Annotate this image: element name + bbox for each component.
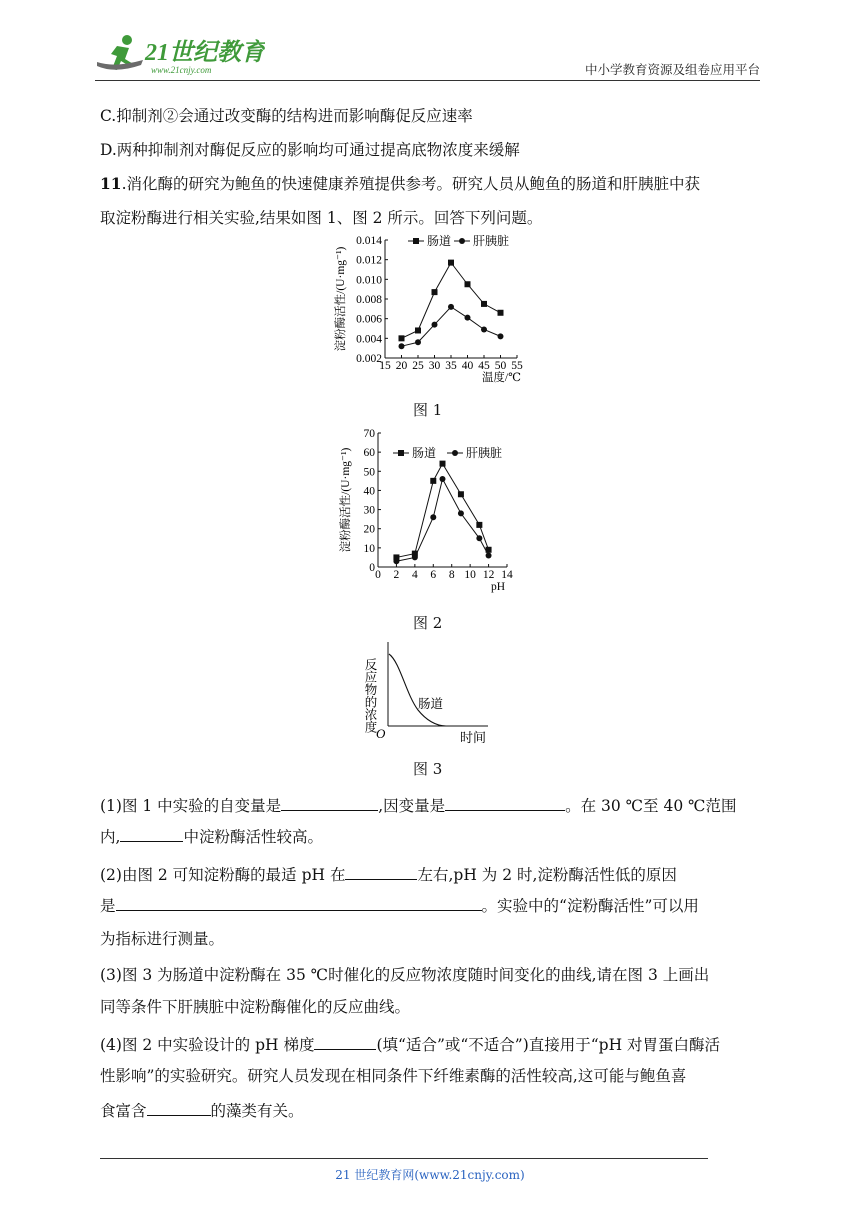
fig1-series-2-point bbox=[481, 326, 487, 332]
subq4-text-e: 的藻类有关。 bbox=[210, 1102, 304, 1120]
fig2-series-1-point bbox=[476, 522, 482, 528]
fig2-y-tick-label: 10 bbox=[363, 542, 375, 555]
fig2-legend-label: 肝胰脏 bbox=[466, 446, 503, 460]
fig2-series-2-line bbox=[396, 479, 488, 561]
fig2-x-tick-label: 4 bbox=[411, 569, 418, 581]
fig2-series-2-point bbox=[486, 553, 492, 559]
question-stem-line2: 取淀粉酶进行相关实验,结果如图 1、图 2 所示。回答下列问题。 bbox=[100, 209, 543, 227]
fig2-legend-marker bbox=[398, 450, 404, 456]
option-c: C.抑制剂②会通过改变酶的结构进而影响酶促反应速率 bbox=[100, 107, 473, 125]
subq2-text-c: 是 bbox=[100, 897, 116, 915]
fig1-series-1-point bbox=[465, 281, 471, 287]
fig2-legend-label: 肠道 bbox=[412, 446, 437, 460]
subq2-line2 bbox=[100, 895, 699, 916]
fig1-x-tick-label: 25 bbox=[412, 360, 424, 372]
fig1-series-1-point bbox=[498, 310, 504, 316]
fig2-series-2-point bbox=[458, 510, 464, 516]
fig3-ylabel: 反应物的浓度 bbox=[363, 658, 377, 733]
subq4-text-d: 食富含 bbox=[100, 1102, 147, 1120]
fig2-series-2-point bbox=[412, 554, 418, 560]
fig1-series-2-point bbox=[432, 322, 438, 328]
fig1-y-axis-label: 淀粉酶活性/(U·mg⁻¹) bbox=[335, 246, 347, 352]
fig2-x-tick-label: 2 bbox=[393, 569, 400, 581]
fig3-origin: O bbox=[376, 726, 386, 741]
figure-3-caption: 图 3 bbox=[413, 760, 443, 778]
answer-blank-2a[interactable] bbox=[345, 864, 417, 880]
footer-divider bbox=[100, 1158, 708, 1159]
option-d: D.两种抑制剂对酶促反应的影响均可通过提高底物浓度来缓解 bbox=[100, 141, 520, 159]
fig2-series-2-point bbox=[440, 476, 446, 482]
fig1-series-1-point bbox=[448, 260, 454, 266]
logo-url: www.21cnjy.com bbox=[151, 65, 212, 75]
fig1-y-tick-label: 0.006 bbox=[356, 313, 382, 326]
runner-icon bbox=[97, 35, 143, 70]
fig1-x-tick-label: 40 bbox=[461, 360, 474, 372]
fig2-x-tick-label: 6 bbox=[430, 569, 437, 581]
fig2-y-tick-label: 20 bbox=[363, 523, 375, 536]
fig1-x-tick-label: 15 bbox=[379, 360, 391, 372]
fig1-x-tick-label: 45 bbox=[478, 360, 490, 372]
subq2-line1 bbox=[100, 864, 677, 885]
fig1-series-2-point bbox=[399, 343, 405, 349]
fig1-y-tick-label: 0.002 bbox=[356, 353, 382, 365]
fig1-series-1-point bbox=[432, 289, 438, 295]
fig2-y-tick-label: 50 bbox=[363, 466, 375, 479]
fig1-series-1-point bbox=[415, 327, 421, 333]
fig2-x-tick-label: 0 bbox=[375, 569, 381, 581]
subq4-text-b: (填“适合”或“不适合”)直接用于“pH 对胃蛋白酶活 bbox=[376, 1036, 721, 1054]
subq1-line2 bbox=[100, 826, 323, 847]
answer-blank-1b[interactable] bbox=[445, 795, 565, 811]
fig2-x-tick-label: 12 bbox=[482, 569, 495, 581]
fig2-y-tick-label: 0 bbox=[369, 562, 375, 574]
fig1-x-tick-label: 30 bbox=[428, 360, 441, 372]
logo-21cnjy[interactable] bbox=[95, 32, 265, 76]
subq4-line1 bbox=[100, 1034, 720, 1055]
answer-blank-1c[interactable] bbox=[120, 826, 183, 842]
fig1-series-1-point bbox=[399, 335, 405, 341]
header-platform-text: 中小学教育资源及组卷应用平台 bbox=[584, 62, 760, 77]
question-number: 11 bbox=[100, 174, 122, 193]
fig1-y-tick-label: 0.010 bbox=[356, 274, 382, 287]
fig2-x-tick-label: 10 bbox=[464, 569, 476, 581]
subq4-line3 bbox=[100, 1100, 304, 1121]
fig1-legend-marker bbox=[459, 238, 465, 244]
figure-2-chart bbox=[335, 425, 525, 600]
fig2-y-tick-label: 30 bbox=[363, 504, 375, 517]
fig2-y-tick-label: 60 bbox=[363, 447, 375, 460]
subq3-line1: (3)图 3 为肠道中淀粉酶在 35 ℃时催化的反应物浓度随时间变化的曲线,请在图 3 上画出 bbox=[100, 966, 710, 984]
header-divider bbox=[95, 80, 760, 81]
subq4-text-a: (4)图 2 中实验设计的 pH 梯度 bbox=[100, 1036, 315, 1054]
fig1-legend-label: 肠道 bbox=[427, 234, 452, 248]
fig2-x-axis-label: pH bbox=[490, 581, 505, 593]
fig1-y-tick-label: 0.004 bbox=[356, 333, 382, 346]
fig2-y-axis-label: 淀粉酶活性/(U·mg⁻¹) bbox=[340, 447, 352, 553]
subq1-text-a: (1)图 1 中实验的自变量是 bbox=[100, 797, 282, 815]
footer-link[interactable]: 21 世纪教育网(www.21cnjy.com) bbox=[335, 1168, 525, 1182]
subq1-text-b: ,因变量是 bbox=[378, 797, 446, 815]
subq3-line2: 同等条件下肝胰脏中淀粉酶催化的反应曲线。 bbox=[100, 998, 411, 1016]
subq2-line3: 为指标进行测量。 bbox=[100, 930, 225, 948]
fig2-series-2-point bbox=[430, 514, 436, 520]
fig1-series-1-point bbox=[481, 301, 487, 307]
question-stem-line1 bbox=[100, 174, 700, 194]
logo-text: 21世纪教育 bbox=[145, 40, 265, 66]
fig3-xlabel: 时间 bbox=[460, 730, 487, 745]
fig2-y-tick-label: 40 bbox=[363, 485, 375, 498]
fig2-series-1-point bbox=[440, 461, 446, 467]
fig1-x-tick-label: 20 bbox=[395, 360, 408, 372]
fig2-series-2-point bbox=[393, 558, 399, 564]
fig1-x-axis-label: 温度/℃ bbox=[481, 372, 521, 384]
fig2-y-tick-label: 70 bbox=[363, 428, 375, 440]
subq2-text-a: (2)由图 2 可知淀粉酶的最适 pH 在 bbox=[100, 866, 346, 884]
fig2-series-1-point bbox=[430, 478, 436, 484]
fig1-series-2-point bbox=[448, 304, 454, 310]
subq2-text-b: 左右,pH 为 2 时,淀粉酶活性低的原因 bbox=[417, 866, 677, 884]
subq1-text-d: 内, bbox=[100, 828, 121, 846]
fig3-curve-label: 肠道 bbox=[418, 697, 444, 711]
fig1-series-2-point bbox=[415, 339, 421, 345]
fig2-series-2-point bbox=[476, 535, 482, 541]
subq1-line1 bbox=[100, 795, 736, 816]
figure-2-caption: 图 2 bbox=[413, 614, 443, 632]
subq4-line2: 性影响”的实验研究。研究人员发现在相同条件下纤维素酶的活性较高,这可能与鲍鱼喜 bbox=[100, 1067, 687, 1085]
answer-blank-1a[interactable] bbox=[281, 795, 378, 811]
answer-blank-4b[interactable] bbox=[147, 1100, 211, 1116]
question-stem-text1: .消化酶的研究为鲍鱼的快速健康养殖提供参考。研究人员从鲍鱼的肠道和肝胰脏中获 bbox=[121, 175, 701, 193]
fig1-y-tick-label: 0.012 bbox=[356, 254, 382, 267]
figure-1-chart bbox=[330, 232, 530, 392]
answer-blank-2b[interactable] bbox=[116, 895, 482, 911]
subq1-text-e: 中淀粉酶活性较高。 bbox=[183, 828, 323, 846]
answer-blank-4a[interactable] bbox=[314, 1034, 376, 1050]
fig2-series-1-point bbox=[458, 491, 464, 497]
fig1-series-2-point bbox=[465, 315, 471, 321]
fig1-x-tick-label: 35 bbox=[445, 360, 457, 372]
subq2-text-d: 。实验中的“淀粉酶活性”可以用 bbox=[481, 897, 699, 915]
fig1-x-tick-label: 50 bbox=[494, 360, 507, 372]
fig1-x-tick-label: 55 bbox=[511, 360, 523, 372]
figure-1-caption: 图 1 bbox=[413, 401, 443, 419]
fig2-x-tick-label: 14 bbox=[501, 569, 513, 581]
fig1-legend-label: 肝胰脏 bbox=[473, 234, 510, 248]
page-header bbox=[95, 32, 760, 82]
figure-3-diagram bbox=[362, 638, 502, 748]
fig3-intestine-curve bbox=[389, 654, 446, 726]
fig1-y-tick-label: 0.014 bbox=[356, 235, 382, 247]
fig2-legend-marker bbox=[452, 450, 458, 456]
fig1-series-2-point bbox=[498, 333, 504, 339]
subq1-text-c: 。在 30 ℃至 40 ℃范围 bbox=[565, 797, 737, 815]
fig2-x-tick-label: 8 bbox=[448, 569, 455, 581]
fig1-legend-marker bbox=[413, 238, 419, 244]
fig1-series-1-line bbox=[402, 263, 501, 339]
fig1-y-tick-label: 0.008 bbox=[356, 294, 382, 306]
